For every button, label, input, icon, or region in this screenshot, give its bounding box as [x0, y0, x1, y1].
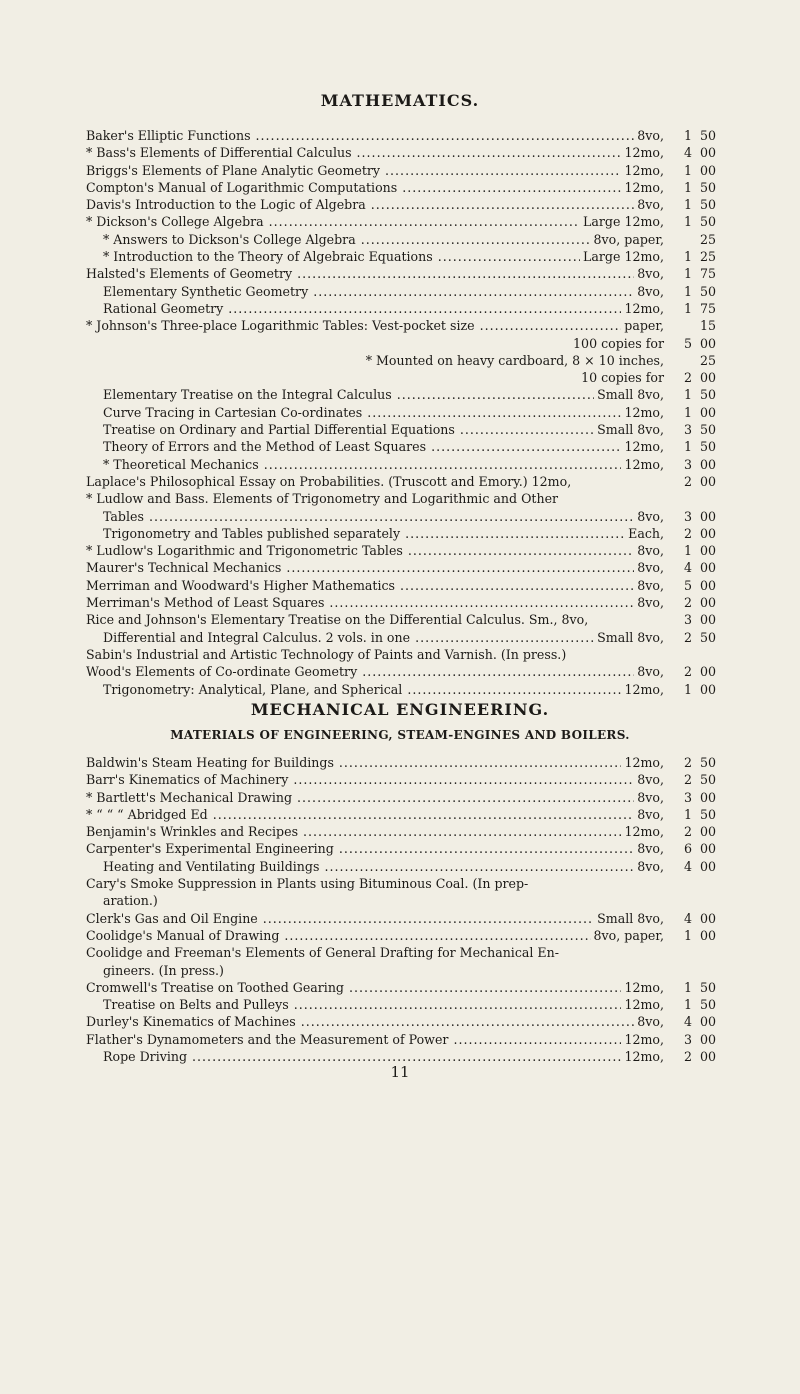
entry-format: 12mo,: [621, 179, 664, 196]
catalog-entry: [86, 1013, 736, 1030]
entry-title: Coolidge and Freeman's Elements of General Drafting for Mechanical En-: [86, 945, 559, 961]
price-dollars: 1: [683, 543, 692, 559]
price-cents: 00: [700, 404, 717, 420]
price-cents: 00: [700, 335, 717, 351]
entry-title: * Introduction to the Theory of Algebraic Equations .....: [103, 248, 664, 265]
price-cents: 50: [700, 772, 717, 788]
entry-title: aration.): [103, 893, 158, 909]
price-cents: 25: [700, 231, 717, 247]
price-dollars: 1: [683, 249, 692, 265]
catalog-entry: [86, 127, 736, 144]
price-cents: 00: [700, 595, 717, 611]
entry-title: Flather's Dynamometers and the Measurement of Power .....: [86, 1031, 664, 1048]
entry-format: Large 12mo,: [580, 248, 664, 265]
catalog-entry: [86, 490, 736, 507]
entry-title: Carpenter's Experimental Engineering .....: [86, 840, 664, 857]
entry-title: Trigonometry and Tables published separately .....: [103, 525, 664, 542]
price-cents: 00: [700, 456, 717, 472]
price-cents: 00: [700, 1031, 717, 1047]
catalog-entry: [86, 663, 736, 680]
price-dollars: 3: [683, 456, 692, 472]
price-cents: 50: [700, 629, 717, 645]
price-cents: 50: [700, 128, 717, 143]
price-cents: 00: [700, 145, 717, 161]
entry-format: 12mo,: [621, 823, 664, 840]
price-cents: 50: [700, 179, 717, 195]
entry-format: 8vo,: [634, 771, 664, 788]
entry-format: 12mo,: [621, 300, 664, 317]
entry-format: 12mo,: [621, 438, 664, 455]
catalog-entry: [86, 910, 736, 927]
price-cents: 00: [700, 508, 717, 524]
price-dollars: 1: [683, 179, 692, 195]
mathematics-list: [86, 127, 736, 698]
entry-format: Each,: [625, 525, 664, 542]
entry-title: * Ludlow's Logarithmic and Trigonometric Tables .....: [86, 542, 664, 559]
price-dollars: 1: [683, 404, 692, 420]
price-dollars: 1: [683, 979, 692, 995]
catalog-entry: [86, 438, 736, 455]
price-dollars: 4: [683, 858, 692, 874]
entry-title: Sabin's Industrial and Artistic Technology of Paints and Varnish. (In press.): [86, 646, 567, 662]
catalog-entry: [86, 386, 736, 403]
entry-title: Elementary Treatise on the Integral Calculus .....: [103, 386, 664, 403]
catalog-entry: [86, 542, 736, 559]
price-cents: 50: [700, 387, 717, 403]
price-cents: 25: [700, 249, 717, 265]
entry-title: Tables .....: [103, 508, 664, 525]
entry-format: 8vo,: [634, 858, 664, 875]
catalog-entry: [86, 858, 736, 875]
entry-title: Laplace's Philosophical Essay on Probabilities. (Truscott and Emory.) 12mo,: [86, 473, 572, 489]
price-dollars: 2: [683, 755, 692, 770]
price-cents: 00: [700, 681, 717, 697]
catalog-entry: [86, 265, 736, 282]
price-dollars: 2: [683, 595, 692, 611]
entry-title: Merriman and Woodward's Higher Mathematics .....: [86, 577, 664, 594]
catalog-entry: [86, 1031, 736, 1048]
catalog-entry: [86, 996, 736, 1013]
price-dollars: 4: [683, 1014, 692, 1030]
entry-title: Merriman's Method of Least Squares .....: [86, 594, 664, 611]
catalog-entry: [86, 646, 736, 663]
entry-title: * “ “ “ Abridged Ed .....: [86, 806, 664, 823]
entry-title: Clerk's Gas and Oil Engine .....: [86, 910, 664, 927]
catalog-entry: [86, 577, 736, 594]
entry-format: 8vo,: [634, 542, 664, 559]
price-cents: 50: [700, 439, 717, 455]
price-cents: 00: [700, 858, 717, 874]
price-cents: 50: [700, 422, 717, 438]
catalog-entry: [86, 369, 736, 386]
entry-format: 8vo,: [634, 840, 664, 857]
entry-format: 8vo,: [634, 508, 664, 525]
price-cents: 50: [700, 214, 717, 230]
price-dollars: 3: [683, 508, 692, 524]
price-dollars: 2: [683, 1049, 692, 1065]
entry-format: Small 8vo,: [594, 629, 664, 646]
entry-title: Briggs's Elements of Plane Analytic Geometry .....: [86, 162, 664, 179]
entry-title: Davis's Introduction to the Logic of Algebra .....: [86, 196, 664, 213]
catalog-entry: [86, 875, 736, 892]
price-dollars: 2: [683, 629, 692, 645]
catalog-entry: [86, 162, 736, 179]
entry-title: Treatise on Ordinary and Partial Differential Equations .....: [103, 421, 664, 438]
entry-format: 8vo,: [634, 559, 664, 576]
entry-format: 8vo,: [634, 1013, 664, 1030]
catalog-entry: [86, 421, 736, 438]
price-dollars: 1: [683, 300, 692, 316]
entry-format: 12mo,: [621, 996, 664, 1013]
price-dollars: 4: [683, 560, 692, 576]
price-cents: 00: [700, 1049, 717, 1065]
price-dollars: 1: [683, 387, 692, 403]
price-cents: 50: [700, 979, 717, 995]
catalog-entry: [86, 283, 736, 300]
price-dollars: 1: [683, 283, 692, 299]
entry-title: * Dickson's College Algebra .....: [86, 213, 664, 230]
entry-title: Barr's Kinematics of Machinery .....: [86, 771, 664, 788]
price-dollars: 1: [683, 681, 692, 697]
catalog-entry: [86, 144, 736, 161]
entry-title: Theory of Errors and the Method of Least Squares .....: [103, 438, 664, 455]
price-dollars: 1: [683, 927, 692, 943]
mechanical-engineering-list: [86, 754, 736, 1065]
entry-format: 12mo,: [621, 681, 664, 698]
price-dollars: 2: [683, 664, 692, 680]
catalog-entry: [86, 473, 736, 490]
price-cents: 00: [700, 789, 717, 805]
catalog-entry: [86, 317, 736, 334]
price-cents: 00: [700, 612, 717, 628]
catalog-entry: [86, 404, 736, 421]
price-cents: 15: [700, 318, 717, 334]
entry-format: 8vo,: [634, 577, 664, 594]
catalog-entry: [86, 525, 736, 542]
price-cents: 75: [700, 266, 717, 282]
catalog-entry: [86, 508, 736, 525]
catalog-entry: [86, 754, 736, 771]
price-dollars: 2: [683, 824, 692, 840]
catalog-entry: [86, 927, 736, 944]
entry-title: Cary's Smoke Suppression in Plants using Bituminous Coal. (In prep-: [86, 876, 529, 892]
entry-title: Halsted's Elements of Geometry .....: [86, 265, 664, 282]
catalog-entry: [86, 944, 736, 961]
entry-format: Small 8vo,: [594, 421, 664, 438]
catalog-entry: [86, 559, 736, 576]
entry-format: Large 12mo,: [580, 213, 664, 230]
catalog-entry: [86, 300, 736, 317]
entry-title: Rational Geometry .....: [103, 300, 664, 317]
price-cents: 00: [700, 824, 717, 840]
section-heading-mechanical-engineering: MECHANICAL ENGINEERING.: [250, 700, 550, 719]
price-cents: 50: [700, 197, 717, 213]
price-cents: 50: [700, 997, 717, 1013]
entry-title: Rope Driving .....: [103, 1048, 664, 1065]
entry-title: * Answers to Dickson's College Algebra .....: [103, 231, 664, 248]
entry-title: Maurer's Technical Mechanics .....: [86, 559, 664, 576]
subsection-heading-materials: MATERIALS OF ENGINEERING, STEAM-ENGINES AND BOILERS.: [170, 728, 630, 742]
price-dollars: 1: [683, 806, 692, 822]
price-cents: 00: [700, 841, 717, 857]
price-dollars: 1: [683, 266, 692, 282]
price-cents: 75: [700, 300, 717, 316]
entry-title: * Theoretical Mechanics .....: [103, 456, 664, 473]
price-dollars: 3: [683, 789, 692, 805]
catalog-entry: [86, 196, 736, 213]
price-dollars: 4: [683, 910, 692, 926]
price-dollars: 3: [683, 612, 692, 628]
section-heading-mathematics: MATHEMATICS.: [320, 91, 480, 110]
price-dollars: 1: [683, 214, 692, 230]
entry-title: Coolidge's Manual of Drawing .....: [86, 927, 664, 944]
price-cents: 00: [700, 910, 717, 926]
price-dollars: 6: [683, 841, 692, 857]
price-cents: 00: [700, 473, 717, 489]
entry-title: Durley's Kinematics of Machines .....: [86, 1013, 664, 1030]
entry-title: 100 copies for: [573, 335, 664, 351]
entry-title: Heating and Ventilating Buildings .....: [103, 858, 664, 875]
entry-title: Differential and Integral Calculus. 2 vols. in one .....: [103, 629, 664, 646]
price-dollars: 3: [683, 422, 692, 438]
entry-format: 8vo,: [634, 663, 664, 680]
catalog-entry: [86, 456, 736, 473]
price-dollars: 2: [683, 772, 692, 788]
entry-format: 8vo,: [634, 789, 664, 806]
entry-title: Baldwin's Steam Heating for Buildings .....: [86, 754, 664, 771]
entry-format: 12mo,: [621, 1048, 664, 1065]
entry-title: Trigonometry: Analytical, Plane, and Spherical .....: [103, 681, 664, 698]
price-cents: 00: [700, 370, 717, 386]
entry-format: 8vo,: [634, 806, 664, 823]
entry-title: * Bass's Elements of Differential Calculus .....: [86, 144, 664, 161]
entry-format: 8vo,: [634, 196, 664, 213]
entry-title: * Bartlett's Mechanical Drawing .....: [86, 789, 664, 806]
catalog-entry: [86, 248, 736, 265]
entry-title: * Johnson's Three-place Logarithmic Tables: Vest-pocket size .....: [86, 317, 664, 334]
price-dollars: 1: [683, 162, 692, 178]
entry-format: 8vo,: [634, 127, 664, 144]
price-dollars: 1: [683, 997, 692, 1013]
catalog-entry: [86, 771, 736, 788]
entry-title: Compton's Manual of Logarithmic Computations .....: [86, 179, 664, 196]
entry-title: 10 copies for: [581, 370, 664, 386]
page-number: 11: [390, 1063, 410, 1081]
price-cents: 00: [700, 577, 717, 593]
catalog-entry: [86, 979, 736, 996]
entry-title: Cromwell's Treatise on Toothed Gearing .....: [86, 979, 664, 996]
entry-format: 12mo,: [621, 404, 664, 421]
catalog-entry: [86, 789, 736, 806]
catalog-entry: [86, 231, 736, 248]
entry-format: paper,: [621, 317, 664, 334]
entry-title: Baker's Elliptic Functions .....: [86, 127, 664, 144]
entry-format: 8vo, paper,: [591, 231, 664, 248]
price-cents: 00: [700, 525, 717, 541]
entry-format: Small 8vo,: [594, 910, 664, 927]
price-cents: 50: [700, 806, 717, 822]
catalog-entry: [86, 594, 736, 611]
catalog-entry: [86, 823, 736, 840]
price-cents: 00: [700, 927, 717, 943]
catalog-entry: [86, 179, 736, 196]
price-cents: 00: [700, 162, 717, 178]
entry-title: Rice and Johnson's Elementary Treatise on the Differential Calculus. Sm., 8vo,: [86, 612, 589, 628]
entry-title: Wood's Elements of Co-ordinate Geometry .....: [86, 663, 664, 680]
entry-format: 12mo,: [621, 979, 664, 996]
price-dollars: 2: [683, 473, 692, 489]
catalog-entry: [86, 681, 736, 698]
price-dollars: 4: [683, 145, 692, 161]
price-dollars: 5: [683, 335, 692, 351]
catalog-entry: [86, 840, 736, 857]
entry-title: Curve Tracing in Cartesian Co-ordinates .....: [103, 404, 664, 421]
price-cents: 50: [700, 755, 717, 770]
catalog-entry: [86, 611, 736, 628]
price-dollars: 3: [683, 1031, 692, 1047]
price-dollars: 2: [683, 525, 692, 541]
price-cents: 00: [700, 560, 717, 576]
price-dollars: 1: [683, 197, 692, 213]
entry-format: 12mo,: [621, 1031, 664, 1048]
entry-format: 8vo,: [634, 594, 664, 611]
price-cents: 25: [700, 352, 717, 368]
entry-title: Benjamin's Wrinkles and Recipes .....: [86, 823, 664, 840]
entry-title: * Ludlow and Bass. Elements of Trigonometry and Logarithmic and Other: [86, 491, 559, 507]
entry-format: 12mo,: [621, 456, 664, 473]
price-cents: 00: [700, 664, 717, 680]
price-dollars: 1: [683, 128, 692, 143]
price-dollars: 2: [683, 370, 692, 386]
price-cents: 00: [700, 543, 717, 559]
entry-title: gineers. (In press.): [103, 962, 224, 978]
entry-format: 8vo,: [634, 283, 664, 300]
entry-title: Treatise on Belts and Pulleys .....: [103, 996, 664, 1013]
entry-format: 12mo,: [621, 162, 664, 179]
price-cents: 50: [700, 283, 717, 299]
catalog-entry: [86, 629, 736, 646]
price-dollars: 1: [683, 439, 692, 455]
catalog-entry: [86, 962, 736, 979]
catalog-entry: [86, 352, 736, 369]
price-cents: 00: [700, 1014, 717, 1030]
entry-format: 8vo,: [634, 265, 664, 282]
catalog-entry: [86, 213, 736, 230]
catalog-entry: [86, 335, 736, 352]
entry-title: * Mounted on heavy cardboard, 8 × 10 inches,: [365, 352, 664, 368]
catalog-entry: [86, 806, 736, 823]
entry-format: 12mo,: [621, 144, 664, 161]
entry-title: Elementary Synthetic Geometry .....: [103, 283, 664, 300]
entry-format: 8vo, paper,: [591, 927, 664, 944]
catalog-entry: [86, 892, 736, 909]
price-dollars: 5: [683, 577, 692, 593]
entry-format: Small 8vo,: [594, 386, 664, 403]
entry-format: 12mo,: [621, 754, 664, 771]
